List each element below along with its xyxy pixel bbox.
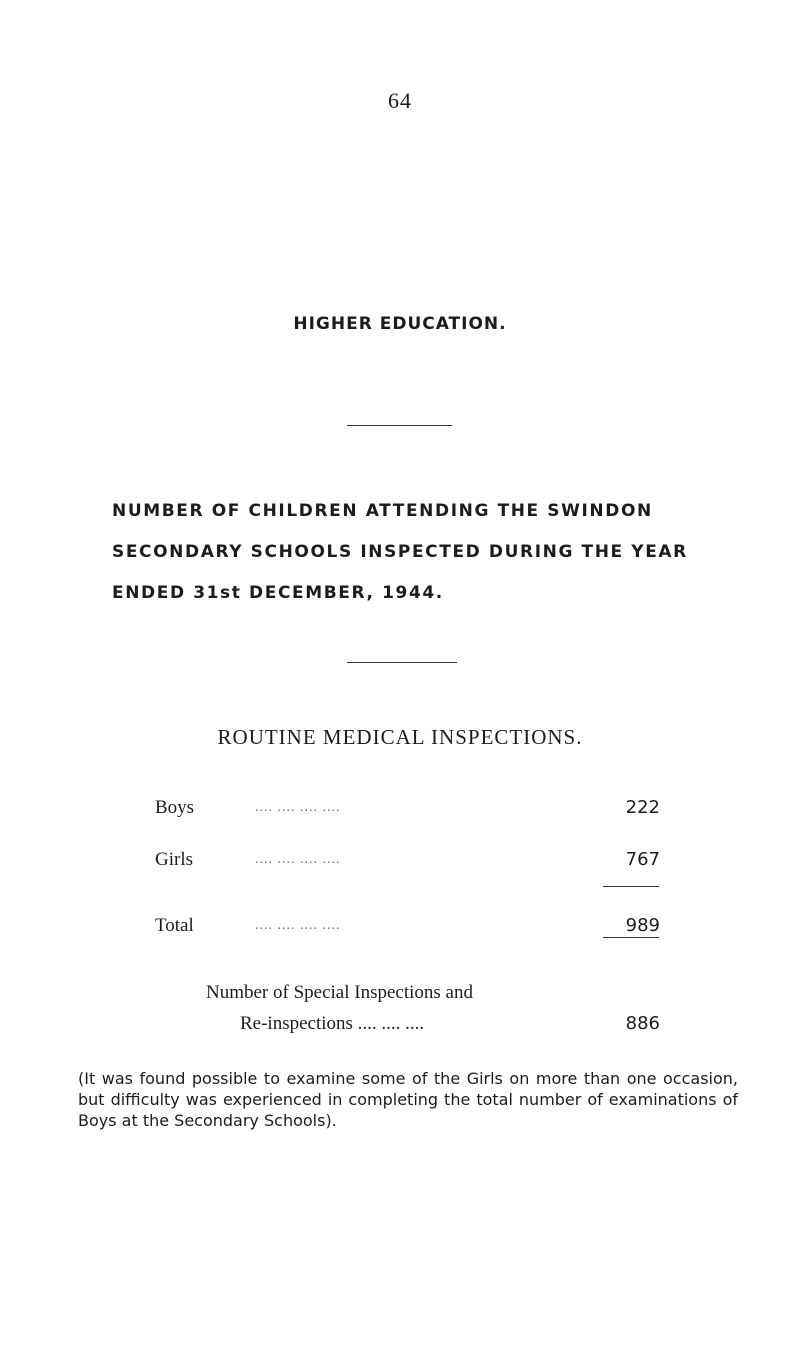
- section-title: HIGHER EDUCATION.: [293, 314, 507, 334]
- leader-dots: .... .... .... ....: [255, 918, 341, 933]
- page-number: 64: [388, 88, 412, 113]
- divider-rule: [347, 425, 452, 426]
- girls-label: Girls: [155, 849, 193, 870]
- special-inspections-label-line1: Number of Special Inspections and: [206, 982, 473, 1003]
- leader-dots: .... .... .... ....: [255, 852, 341, 867]
- total-label: Total: [155, 915, 194, 936]
- footnote: (It was found possible to examine some of the Girls on more than one occasion, but difficulty was experienced in completing the total number of examinations of Boys at the Secondary Schools).: [78, 1069, 738, 1130]
- boys-label: Boys: [155, 797, 195, 818]
- subheading: ROUTINE MEDICAL INSPECTIONS.: [217, 725, 583, 749]
- total-value: 989: [625, 915, 660, 936]
- sum-rule: [603, 886, 659, 887]
- girls-value: 767: [625, 849, 660, 870]
- divider-rule: [347, 662, 457, 663]
- heading-line-1: NUMBER OF CHILDREN ATTENDING THE SWINDON: [112, 501, 653, 521]
- special-inspections-label-line2: Re-inspections .... .... ....: [240, 1013, 425, 1034]
- leader-dots: .... .... .... ....: [255, 800, 341, 815]
- special-inspections-value: 886: [625, 1013, 660, 1034]
- sum-rule: [603, 937, 659, 938]
- heading-line-3: ENDED 31st DECEMBER, 1944.: [112, 583, 444, 603]
- boys-value: 222: [625, 797, 660, 818]
- heading-line-2: SECONDARY SCHOOLS INSPECTED DURING THE YEAR: [112, 542, 688, 562]
